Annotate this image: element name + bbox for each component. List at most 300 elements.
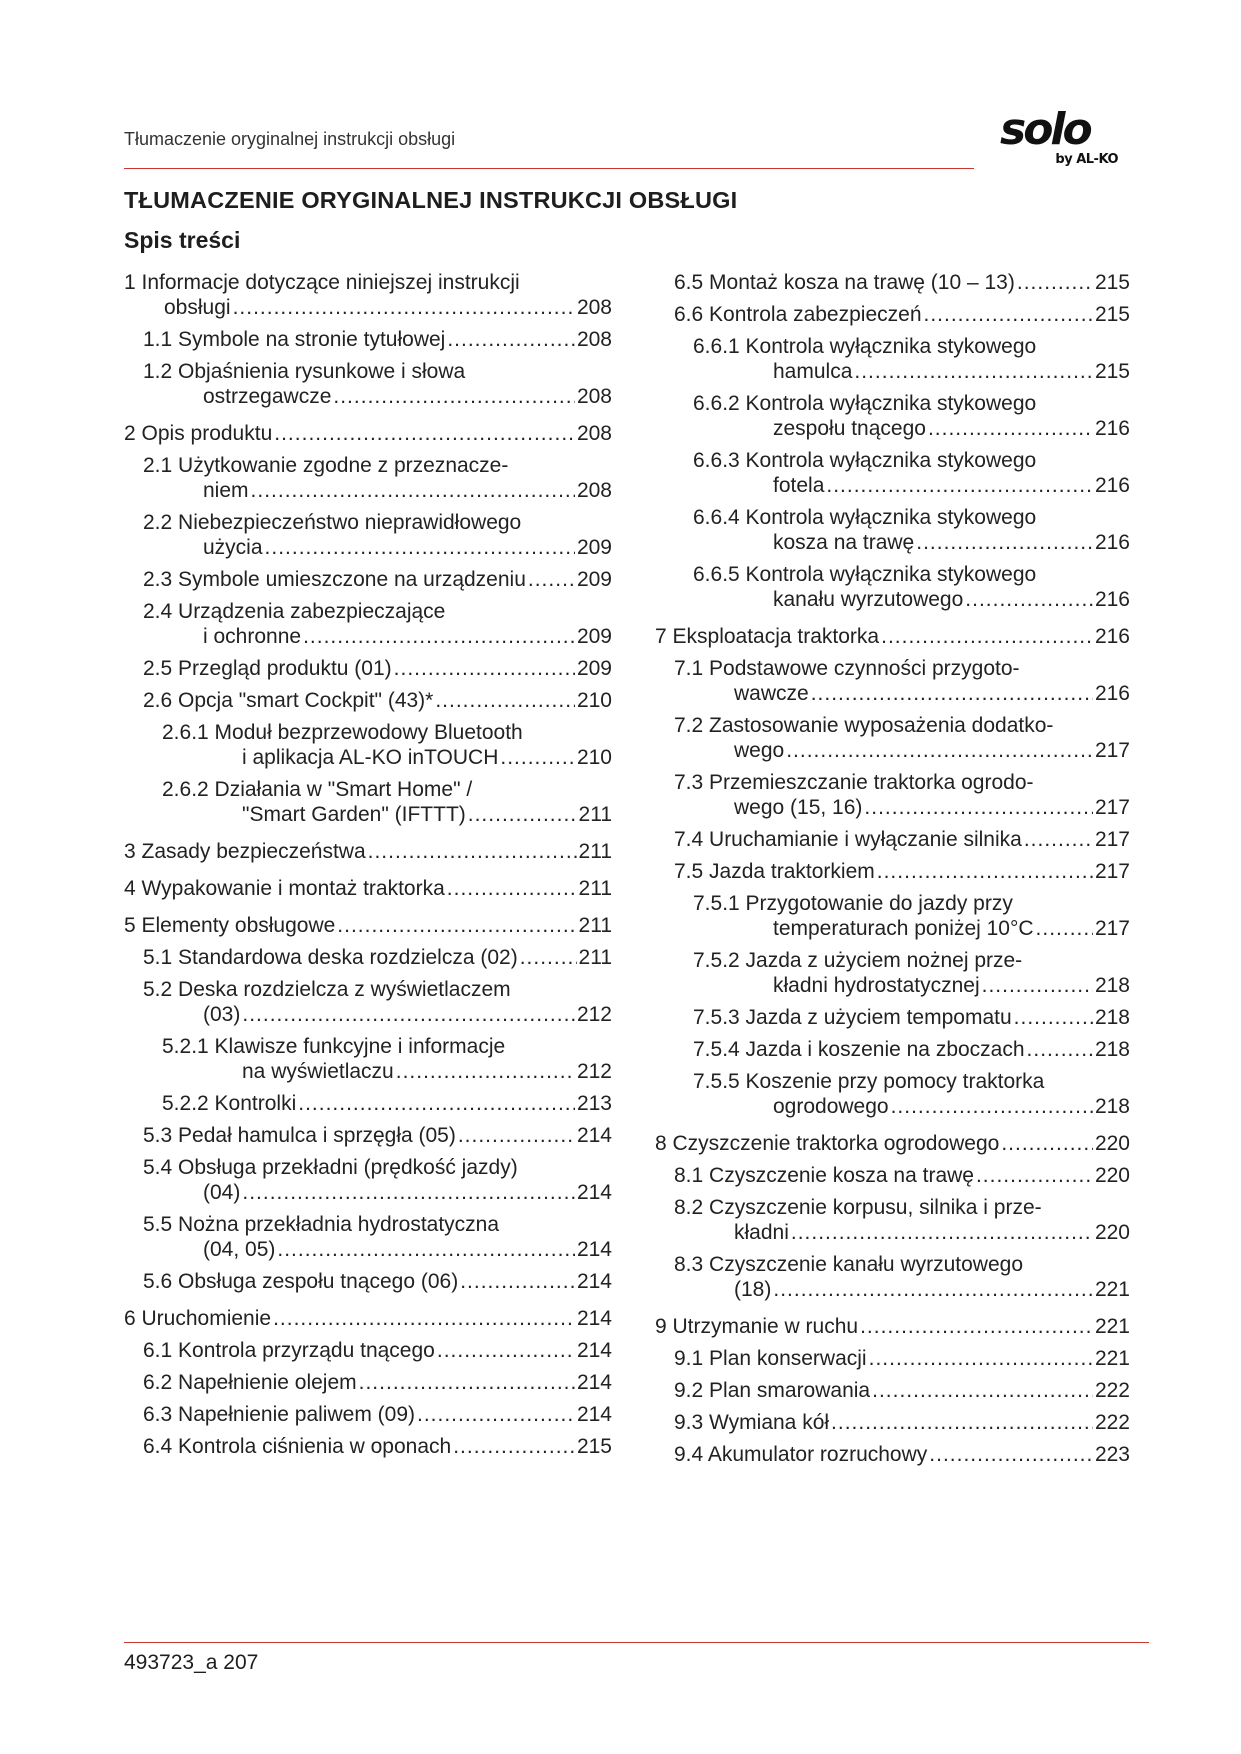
toc-entry[interactable] [674, 827, 1130, 852]
toc-entry-line [693, 473, 1130, 498]
dot-leader [337, 913, 576, 938]
toc-entry-title: ostrzegawcze [203, 385, 332, 408]
toc-entry[interactable] [674, 270, 1130, 295]
toc-entry-title: temperaturach poniżej 10°C [773, 917, 1034, 940]
toc-entry-title: i aplikacja AL-KO inTOUCH [242, 746, 499, 769]
toc-page-number: 221 [1094, 1278, 1130, 1301]
toc-entry-title: 9 Utrzymanie w ruchu [655, 1315, 859, 1338]
toc-page-number: 216 [1094, 625, 1130, 648]
footer-divider [124, 1642, 1149, 1643]
toc-entry-line [143, 327, 612, 352]
toc-page-number: 215 [1094, 271, 1130, 294]
toc-entry[interactable] [162, 1091, 612, 1116]
toc-entry-title: 6.5 Montaż kosza na trawę (10 – 13) [674, 271, 1015, 294]
toc-entry-line [674, 827, 1130, 852]
toc-entry-title: 6.6 Kontrola zabezpieczeń [674, 303, 922, 326]
dot-leader [453, 1434, 575, 1459]
toc-entry-title: (04, 05) [203, 1238, 276, 1261]
toc-entry-title: 6.3 Napełnienie paliwem (09) [143, 1403, 415, 1426]
toc-entry-title: 6.1 Kontrola przyrządu tnącego [143, 1339, 435, 1362]
dot-leader [791, 1220, 1093, 1245]
toc-entry-title: 3 Zasady bezpieczeństwa [124, 840, 366, 863]
toc-entry[interactable] [162, 720, 612, 770]
toc-entry-title: i ochronne [203, 625, 302, 648]
toc-page-number: 216 [1094, 417, 1130, 440]
toc-page-number: 214 [576, 1339, 612, 1362]
toc-entry[interactable] [693, 505, 1130, 555]
toc-entry-title: kosza na trawę [773, 531, 915, 554]
dot-leader [965, 587, 1093, 612]
toc-entry-line [674, 738, 1130, 763]
toc-entry-line [143, 535, 612, 560]
toc-entry-title: 8 Czyszczenie traktorka ogrodowego [655, 1132, 1000, 1155]
toc-entry-line [143, 384, 612, 409]
toc-entry-title: 6.6.3 Kontrola wyłącznika stykowego [693, 449, 1037, 472]
toc-page-number: 208 [576, 385, 612, 408]
toc-entry-title: 4 Wypakowanie i montaż traktorka [124, 877, 445, 900]
dot-leader [460, 1269, 575, 1294]
toc-entry-line [674, 1346, 1130, 1371]
running-header: Tłumaczenie oryginalnej instrukcji obsługi [124, 129, 456, 149]
toc-entry-line [655, 1131, 1130, 1156]
toc-entry-title: 2.2 Niebezpieczeństwo nieprawidłowego [143, 511, 522, 534]
toc-page-number: 208 [576, 422, 612, 445]
toc-entry-title: wego (15, 16) [734, 796, 863, 819]
toc-entry-line [143, 478, 612, 503]
logo-wordmark: solo [1000, 104, 1090, 155]
toc-entry-line [674, 795, 1130, 820]
toc-entry[interactable] [124, 421, 612, 446]
toc-page-number: 212 [576, 1003, 612, 1026]
toc-entry[interactable] [674, 859, 1130, 884]
toc-entry-title: 7.3 Przemieszczanie traktorka ogrodo- [674, 771, 1034, 794]
toc-entry[interactable] [143, 510, 612, 560]
toc-entry-line [693, 530, 1130, 555]
toc-entry-title: 2 Opis produktu [124, 422, 273, 445]
dot-leader [394, 656, 575, 681]
toc-entry-title: 5.5 Nożna przekładnia hydrostatyczna [143, 1213, 500, 1236]
toc-page-number: 221 [1094, 1315, 1130, 1338]
toc-entry[interactable] [143, 1370, 612, 1395]
toc-entry-title: 5.1 Standardowa deska rozdzielcza (02) [143, 946, 518, 969]
toc-entry-line [693, 973, 1130, 998]
page-footer: 493723_a 207 [124, 1651, 259, 1674]
toc-entry-title: 9.1 Plan konserwacji [674, 1347, 867, 1370]
dot-leader [273, 1306, 575, 1331]
toc-entry[interactable] [674, 1442, 1130, 1467]
logo-subtitle: by AL-KO [1055, 152, 1118, 167]
toc-entry-title: 1 Informacje dotyczące niniejszej instrukcji [124, 271, 520, 294]
dot-leader [916, 530, 1093, 555]
dot-leader [831, 1410, 1093, 1435]
toc-entry-line [143, 1338, 612, 1363]
toc-entry[interactable] [124, 839, 612, 864]
dot-leader [368, 839, 577, 864]
toc-page-number: 214 [576, 1124, 612, 1147]
dot-leader [333, 384, 575, 409]
toc-entry-title: 9.3 Wymiana kół [674, 1411, 830, 1434]
toc-entry-title: 6.6.4 Kontrola wyłącznika stykowego [693, 506, 1037, 529]
toc-page-number: 209 [576, 657, 612, 680]
dot-leader [528, 567, 575, 592]
toc-entry-line [143, 1370, 612, 1395]
toc-entry-title: 5 Elementy obsługowe [124, 914, 336, 937]
toc-page-number: 214 [576, 1307, 612, 1330]
toc-page-number: 211 [578, 840, 612, 863]
dot-leader [437, 1338, 575, 1363]
toc-page-number: 217 [1094, 917, 1130, 940]
toc-entry-title: niem [203, 479, 249, 502]
toc-entry-line [124, 913, 612, 938]
dot-leader [826, 473, 1093, 498]
toc-entry-line [143, 945, 612, 970]
toc-entry-line [143, 1237, 612, 1262]
toc-entry-line [124, 876, 612, 901]
toc-entry-title: 7.5.5 Koszenie przy pomocy traktorka [693, 1070, 1045, 1093]
toc-entry-title: 2.1 Użytkowanie zgodne z przeznacze- [143, 454, 509, 477]
dot-leader [928, 416, 1093, 441]
toc-entry[interactable] [143, 656, 612, 681]
toc-entry[interactable] [143, 599, 612, 649]
dot-leader [447, 876, 577, 901]
toc-entry[interactable] [693, 948, 1130, 998]
toc-entry[interactable] [674, 1410, 1130, 1435]
dot-leader [251, 478, 575, 503]
toc-entry[interactable] [693, 891, 1130, 941]
dot-leader [1001, 1131, 1093, 1156]
toc-entry-line [143, 688, 612, 713]
toc-entry[interactable] [162, 777, 612, 827]
toc-entry-title: 7.1 Podstawowe czynności przygoto- [674, 657, 1020, 680]
toc-entry-line [674, 302, 1130, 327]
toc-entry-line [693, 1005, 1130, 1030]
dot-leader [396, 1059, 575, 1084]
dot-leader [242, 1180, 575, 1205]
toc-entry[interactable] [674, 1378, 1130, 1403]
dot-leader [447, 327, 575, 352]
toc-left-column [124, 270, 612, 1459]
toc-page-number: 214 [576, 1270, 612, 1293]
dot-leader [298, 1091, 575, 1116]
toc-entry-title: 6 Uruchomienie [124, 1307, 272, 1330]
toc-page-number: 221 [1094, 1347, 1130, 1370]
toc-page-number: 220 [1094, 1164, 1130, 1187]
toc-entry-line [693, 916, 1130, 941]
dot-leader [1017, 270, 1093, 295]
dot-leader [976, 1163, 1093, 1188]
toc-entry-line [674, 859, 1130, 884]
toc-entry-title: 7.5.1 Przygotowanie do jazdy przy [693, 892, 1013, 915]
toc-entry[interactable] [674, 1195, 1130, 1245]
toc-entry-line [124, 1306, 612, 1331]
toc-entry-title: zespołu tnącego [773, 417, 926, 440]
dot-leader [242, 1002, 575, 1027]
toc-entry[interactable] [143, 688, 612, 713]
toc-entry[interactable] [143, 1402, 612, 1427]
toc-entry[interactable] [655, 624, 1130, 649]
toc-entry-line [162, 745, 612, 770]
toc-entry-title: 7.2 Zastosowanie wyposażenia dodatko- [674, 714, 1054, 737]
dot-leader [500, 745, 575, 770]
toc-entry-line [674, 1378, 1130, 1403]
toc-page-number: 217 [1094, 828, 1130, 851]
toc-page-number: 208 [576, 296, 612, 319]
toc-entry[interactable] [674, 713, 1130, 763]
dot-leader [1036, 916, 1093, 941]
toc-page-number: 218 [1094, 1095, 1130, 1118]
toc-page-number: 218 [1094, 1006, 1130, 1029]
toc-entry-title: 5.4 Obsługa przekładni (prędkość jazdy) [143, 1156, 518, 1179]
dot-leader [458, 1123, 575, 1148]
toc-page-number: 212 [576, 1060, 612, 1083]
toc-entry-title: na wyświetlaczu [242, 1060, 394, 1083]
toc-page-number: 211 [578, 803, 612, 826]
toc-entry[interactable] [162, 1034, 612, 1084]
dot-leader [277, 1237, 575, 1262]
dot-leader [929, 1442, 1093, 1467]
toc-entry-title: 6.6.1 Kontrola wyłącznika stykowego [693, 335, 1037, 358]
toc-entry[interactable] [674, 656, 1130, 706]
toc-entry-title: 7.4 Uruchamianie i wyłączanie silnika [674, 828, 1022, 851]
toc-entry-line [674, 1410, 1130, 1435]
toc-entry[interactable] [143, 327, 612, 352]
toc-entry-line [143, 1123, 612, 1148]
toc-page-number: 216 [1094, 531, 1130, 554]
toc-entry-title: (03) [203, 1003, 241, 1026]
toc-entry-title: 5.6 Obsługa zespołu tnącego (06) [143, 1270, 459, 1293]
toc-entry-title: 9.2 Plan smarowania [674, 1379, 871, 1402]
toc-entry-title: 5.2 Deska rozdzielcza z wyświetlaczem [143, 978, 511, 1001]
toc-page-number: 210 [576, 689, 612, 712]
toc-entry-title: (18) [734, 1278, 772, 1301]
toc-entry-line [674, 1442, 1130, 1467]
toc-page-number: 214 [576, 1371, 612, 1394]
toc-entry-title: 1.1 Symbole na stronie tytułowej [143, 328, 446, 351]
toc-entry[interactable] [655, 1131, 1130, 1156]
dot-leader [872, 1378, 1093, 1403]
toc-entry[interactable] [143, 567, 612, 592]
dot-leader [864, 795, 1093, 820]
toc-entry-title: 7.5 Jazda traktorkiem [674, 860, 875, 883]
toc-entry-title: 7.5.4 Jazda i koszenie na zboczach [693, 1038, 1025, 1061]
toc-page-number: 215 [1094, 303, 1130, 326]
toc-page-number: 218 [1094, 974, 1130, 997]
dot-leader [417, 1402, 575, 1427]
toc-entry[interactable] [124, 913, 612, 938]
toc-entry[interactable] [693, 448, 1130, 498]
dot-leader [891, 1094, 1093, 1119]
toc-page-number: 216 [1094, 682, 1130, 705]
toc-page-number: 209 [576, 568, 612, 591]
toc-entry[interactable] [143, 1338, 612, 1363]
toc-entry-title: 2.6 Opcja "smart Cockpit" (43)* [143, 689, 434, 712]
toc-entry-title: 6.6.2 Kontrola wyłącznika stykowego [693, 392, 1037, 415]
toc-page-number: 209 [576, 625, 612, 648]
toc-entry-title: fotela [773, 474, 825, 497]
toc-entry[interactable] [693, 562, 1130, 612]
toc-entry[interactable] [674, 302, 1130, 327]
dot-leader [233, 295, 575, 320]
toc-page-number: 211 [578, 914, 612, 937]
dot-leader [811, 681, 1093, 706]
toc-entry[interactable] [693, 1005, 1130, 1030]
toc-entry-line [143, 1434, 612, 1459]
toc-entry-title: 2.5 Przegląd produktu (01) [143, 657, 392, 680]
toc-entry[interactable] [143, 1269, 612, 1294]
toc-entry-title: 8.1 Czyszczenie kosza na trawę [674, 1164, 974, 1187]
toc-entry-title: 5.2.1 Klawisze funkcyjne i informacje [162, 1035, 506, 1058]
toc-entry-title: 2.6.1 Moduł bezprzewodowy Bluetooth [162, 721, 523, 744]
toc-entry-title: 6.2 Napełnienie olejem [143, 1371, 357, 1394]
dot-leader [854, 359, 1093, 384]
toc-entry[interactable] [143, 977, 612, 1027]
dot-leader [924, 302, 1093, 327]
dot-leader [274, 421, 575, 446]
toc-entry[interactable] [143, 945, 612, 970]
toc-entry[interactable] [143, 359, 612, 409]
toc-entry-title: 8.2 Czyszczenie korpusu, silnika i prze- [674, 1196, 1042, 1219]
toc-entry-line [655, 1314, 1130, 1339]
toc-entry-line [693, 1094, 1130, 1119]
dot-leader [359, 1370, 575, 1395]
toc-page-number: 222 [1094, 1411, 1130, 1434]
toc-entry[interactable] [674, 1163, 1130, 1188]
toc-entry[interactable] [143, 453, 612, 503]
toc-entry[interactable] [693, 1037, 1130, 1062]
dot-leader [1024, 827, 1093, 852]
toc-entry[interactable] [655, 1314, 1130, 1339]
toc-entry-title: hamulca [773, 360, 853, 383]
dot-leader [520, 945, 577, 970]
toc-entry[interactable] [124, 1306, 612, 1331]
dot-leader [1014, 1005, 1093, 1030]
toc-page-number: 217 [1094, 796, 1130, 819]
toc-entry[interactable] [674, 770, 1130, 820]
toc-entry-title: 7.5.2 Jazda z użyciem nożnej prze- [693, 949, 1023, 972]
toc-entry-line [693, 416, 1130, 441]
toc-page-number: 217 [1094, 739, 1130, 762]
toc-page-number: 214 [576, 1181, 612, 1204]
toc-entry[interactable] [143, 1123, 612, 1148]
toc-entry-line [674, 681, 1130, 706]
toc-entry-title: "Smart Garden" (IFTTT) [242, 803, 466, 826]
toc-entry-line [143, 1180, 612, 1205]
toc-entry-line [162, 1091, 612, 1116]
toc-page-number: 208 [576, 328, 612, 351]
toc-page-number: 217 [1094, 860, 1130, 883]
dot-leader [468, 802, 577, 827]
toc-page-number: 222 [1094, 1379, 1130, 1402]
toc-right-column [655, 270, 1130, 1467]
toc-page-number: 220 [1094, 1132, 1130, 1155]
header-divider [124, 168, 974, 169]
toc-entry-line [693, 1037, 1130, 1062]
toc-entry[interactable] [674, 1346, 1130, 1371]
toc-entry-title: kanału wyrzutowego [773, 588, 964, 611]
toc-entry-title: 5.2.2 Kontrolki [162, 1092, 297, 1115]
toc-page-number: 211 [578, 877, 612, 900]
dot-leader [773, 1277, 1093, 1302]
toc-page-number: 214 [576, 1403, 612, 1426]
toc-page-number: 216 [1094, 588, 1130, 611]
toc-entry[interactable] [143, 1155, 612, 1205]
dot-leader [881, 624, 1093, 649]
toc-entry-line [162, 1059, 612, 1084]
toc-entry[interactable] [143, 1212, 612, 1262]
toc-entry-line [143, 1402, 612, 1427]
toc-entry-title: 1.2 Objaśnienia rysunkowe i słowa [143, 360, 466, 383]
toc-entry[interactable] [693, 334, 1130, 384]
toc-entry[interactable] [124, 270, 612, 320]
toc-entry-title: 5.3 Pedał hamulca i sprzęgła (05) [143, 1124, 456, 1147]
toc-entry-line [162, 802, 612, 827]
toc-entry-title: obsługi [164, 296, 231, 319]
toc-page-number: 223 [1094, 1443, 1130, 1466]
toc-entry-title: 8.3 Czyszczenie kanału wyrzutowego [674, 1253, 1024, 1276]
toc-heading: Spis treści [124, 227, 241, 253]
dot-leader [265, 535, 575, 560]
toc-page-number: 220 [1094, 1221, 1130, 1244]
toc-entry-title: wego [734, 739, 785, 762]
toc-entry-title: 7.5.3 Jazda z użyciem tempomatu [693, 1006, 1012, 1029]
toc-page-number: 215 [1094, 360, 1130, 383]
dot-leader [982, 973, 1093, 998]
toc-entry-title: 6.6.5 Kontrola wyłącznika stykowego [693, 563, 1037, 586]
toc-page-number: 214 [576, 1238, 612, 1261]
dot-leader [877, 859, 1093, 884]
toc-entry-line [143, 656, 612, 681]
toc-entry-title: kładni hydrostatycznej [773, 974, 980, 997]
toc-entry-line [674, 1163, 1130, 1188]
toc-entry[interactable] [124, 876, 612, 901]
toc-entry[interactable] [693, 1069, 1130, 1119]
toc-entry-line [143, 567, 612, 592]
dot-leader [869, 1346, 1093, 1371]
toc-entry-line [143, 624, 612, 649]
toc-entry-line [124, 839, 612, 864]
toc-page-number: 209 [576, 536, 612, 559]
toc-entry-line [124, 421, 612, 446]
toc-page-number: 213 [576, 1092, 612, 1115]
dot-leader [786, 738, 1093, 763]
toc-entry-title: użycia [203, 536, 263, 559]
dot-leader [860, 1314, 1093, 1339]
toc-entry[interactable] [693, 391, 1130, 441]
toc-entry-line [693, 587, 1130, 612]
toc-page-number: 218 [1094, 1038, 1130, 1061]
toc-page-number: 210 [576, 746, 612, 769]
document-title: TŁUMACZENIE ORYGINALNEJ INSTRUKCJI OBSŁUGI [124, 187, 738, 213]
toc-page-number: 215 [576, 1435, 612, 1458]
toc-entry-title: (04) [203, 1181, 241, 1204]
toc-entry-title: 2.4 Urządzenia zabezpieczające [143, 600, 446, 623]
toc-page-number: 208 [576, 479, 612, 502]
toc-entry-line [143, 1002, 612, 1027]
toc-entry[interactable] [674, 1252, 1130, 1302]
toc-page-number: 211 [578, 946, 612, 969]
dot-leader [435, 688, 575, 713]
toc-entry-line [124, 295, 612, 320]
toc-entry-line [674, 270, 1130, 295]
toc-entry-title: ogrodowego [773, 1095, 889, 1118]
toc-page-number: 216 [1094, 474, 1130, 497]
brand-logo [1000, 104, 1118, 172]
toc-entry-title: 6.4 Kontrola ciśnienia w oponach [143, 1435, 452, 1458]
toc-entry-title: 7 Eksploatacja traktorka [655, 625, 880, 648]
toc-entry-line [674, 1220, 1130, 1245]
toc-entry[interactable] [143, 1434, 612, 1459]
toc-entry-line [693, 359, 1130, 384]
